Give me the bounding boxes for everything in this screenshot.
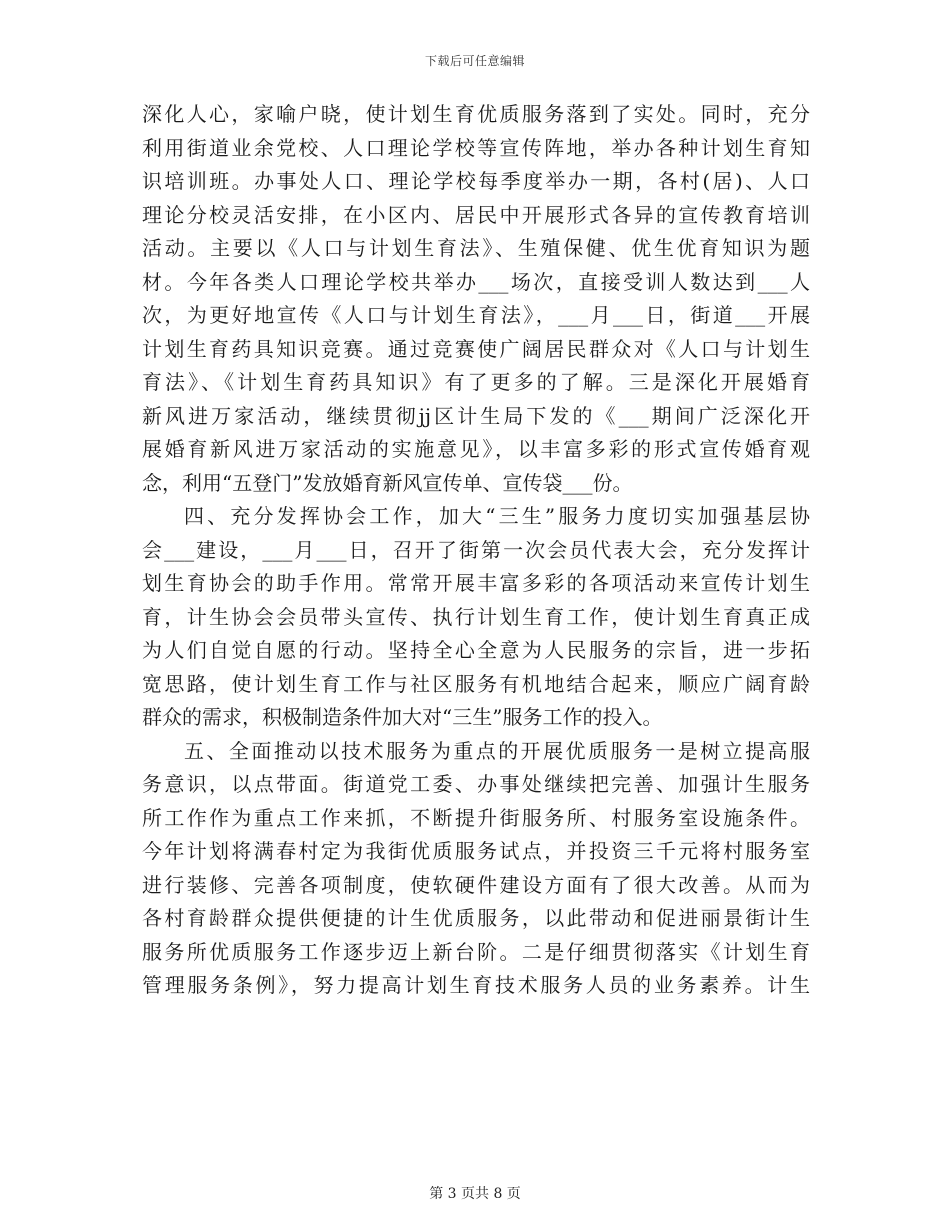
paragraph-1-line: 利用街道业余党校、人口理论学校等宣传阵地，举办各种计划生育知: [142, 135, 810, 160]
paragraph-1-line: 计划生育药具知识竞赛。通过竞赛使广阔居民群众对《人口与计划生: [142, 336, 810, 361]
paragraph-3-line: 服务所优质服务工作逐步迈上新台阶。二是仔细贯彻落实《计划生育: [142, 939, 810, 964]
paragraph-1-line: 新风进万家活动，继续贯彻jj区计生局下发的《___期间广泛深化开: [142, 403, 810, 428]
paragraph-2-line: 为人们自觉自愿的行动。坚持全心全意为人民服务的宗旨，进一步拓: [142, 638, 810, 662]
paragraph-1-line: 材。今年各类人口理论学校共举办___场次，直接受训人数达到___人: [142, 269, 810, 294]
document-body: [142, 98, 810, 1003]
paragraph-1-line: 活动。主要以《人口与计划生育法》、生殖保健、优生优育知识为题: [142, 236, 810, 260]
paragraph-2-line: 群众的需求，积极制造条件加大对“三生”服务工作的投入。: [142, 705, 663, 729]
paragraph-1-line: 识培训班。办事处人口、理论学校每季度举办一期，各村(居)、人口: [142, 169, 810, 193]
paragraph-3-line: 所工作作为重点工作来抓，不断提升街服务所、村服务室设施条件。: [142, 805, 810, 830]
paragraph-2-line: 四、充分发挥协会工作，加大“三生”服务力度切实加强基层协: [184, 504, 810, 528]
paragraph-3-line: 五、全面推动以技术服务为重点的开展优质服务一是树立提高服: [184, 738, 810, 763]
page-header: 下载后可任意编辑: [424, 54, 525, 68]
page-number: 第 3 页共 8 页: [429, 1186, 521, 1202]
paragraph-2-line: 育，计生协会会员带头宣传、执行计划生育工作，使计划生育真正成: [142, 604, 810, 629]
paragraph-1-line: 理论分校灵活安排，在小区内、居民中开展形式各异的宣传教育培训: [142, 202, 810, 227]
paragraph-3-line: 今年计划将满春村定为我街优质服务试点，并投资三千元将村服务室: [142, 839, 810, 863]
paragraph-2-line: 会___建设，___月___日，召开了街第一次会员代表大会，充分发挥计: [142, 537, 810, 562]
paragraph-3-line: 管理服务条例》，努力提高计划生育技术服务人员的业务素养。计生: [142, 973, 810, 997]
paragraph-1-line: 展婚育新风进万家活动的实施意见》，以丰富多彩的形式宣传婚育观: [142, 437, 810, 461]
paragraph-3-line: 进行装修、完善各项制度，使软硬件建设方面有了很大改善。从而为: [142, 872, 810, 897]
paragraph-1-line: 深化人心，家喻户晓，使计划生育优质服务落到了实处。同时，充分: [142, 102, 810, 126]
paragraph-1-line: 念，利用“五登门”发放婚育新风宣传单、宣传袋___份。: [142, 470, 633, 495]
paragraph-3-line: 各村育龄群众提供便捷的计生优质服务，以此带动和促进丽景街计生: [142, 906, 810, 930]
paragraph-2-line: 宽思路，使计划生育工作与社区服务有机地结合起来，顺应广阔育龄: [142, 671, 810, 696]
paragraph-2-line: 划生育协会的助手作用。常常开展丰富多彩的各项活动来宣传计划生: [142, 571, 810, 595]
paragraph-3-line: 务意识，以点带面。街道党工委、办事处继续把完善、加强计生服务: [142, 772, 810, 796]
paragraph-1-line: 次，为更好地宣传《人口与计划生育法》，___月___日，街道___开展: [142, 303, 810, 327]
paragraph-1-line: 育法》、《计划生育药具知识》有了更多的了解。三是深化开展婚育: [142, 370, 810, 394]
